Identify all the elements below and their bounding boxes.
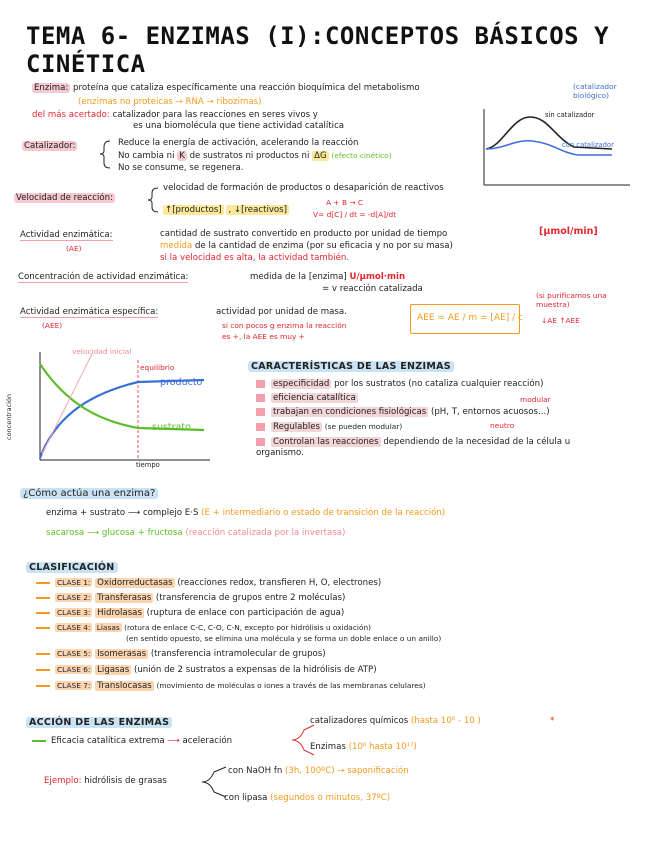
bullet-icon <box>256 438 265 446</box>
caract-item <box>256 379 543 390</box>
actividad-l2 <box>160 241 453 252</box>
caract-item <box>256 437 616 459</box>
clase-num: CLASE 2: <box>57 593 91 602</box>
catalizador-l2b: K <box>179 151 185 161</box>
especifica-l2: si con pocos g enzima la reacción <box>222 321 347 330</box>
como-l2 <box>46 528 345 539</box>
velocidad-l2 <box>163 205 289 216</box>
especifica-side1: (si purificamos una muestra) <box>536 291 607 309</box>
actividad-l2a: medida <box>160 241 193 251</box>
clase-desc: (transferencia de grupos entre 2 moléculas) <box>155 593 346 603</box>
accion-b2a: Enzimas <box>310 742 346 752</box>
caract-side-mod: modular <box>520 395 551 404</box>
enzima-line <box>32 83 420 94</box>
especifica-side2: ↓AE ↑AEE <box>541 316 580 325</box>
concentracion-l1-wrap <box>250 272 405 283</box>
clase-desc: (transferencia intramolecular de grupos) <box>150 649 326 659</box>
accion-e2a: con lipasa <box>224 793 268 803</box>
clase-num: CLASE 1: <box>57 578 91 587</box>
enzima-note: (enzimas no proteicas → RNA → ribozimas) <box>78 97 262 107</box>
clasificacion-title-wrap <box>26 562 118 573</box>
concentracion-label-wrap <box>18 272 188 283</box>
kin-producto: producto <box>160 377 203 388</box>
caract-item-rest: dependiendo de la necesidad de la célula u organismo. <box>256 437 571 458</box>
catalizador-l3: No se consume, se regenera. <box>118 163 244 173</box>
como-title: ¿Cómo actúa una enzima? <box>20 488 158 499</box>
dash-icon <box>36 653 50 655</box>
caract-item <box>256 393 358 404</box>
clase-desc: (ruptura de enlace con participación de agua) <box>146 608 345 618</box>
dash-icon <box>36 669 50 671</box>
velocidad-l2a: ↑[productos] <box>165 205 222 215</box>
caract-item-hl: eficiencia catalítica <box>273 393 356 403</box>
kin-equilibrio: equilibrio <box>140 363 175 372</box>
aee-formula-box <box>410 304 523 334</box>
accion-b1b: (hasta 10⁶ - 10 ) <box>410 716 481 726</box>
clase-num: CLASE 5: <box>57 649 91 658</box>
como-l2b: glucosa + fructosa <box>101 528 183 538</box>
clase-row <box>36 622 371 633</box>
brace-icon <box>98 139 118 169</box>
actividad-label-wrap <box>20 230 113 241</box>
accion-b1 <box>310 716 481 727</box>
clase-row <box>36 577 381 589</box>
caract-item-rest: por los sustratos (no cataliza cualquier reacción) <box>334 379 544 389</box>
accion-ejemplo <box>44 776 167 787</box>
accion-l1a: Eficacia catalítica extrema <box>51 736 165 746</box>
clase-row-cont: (en sentido opuesto, se elimina una molécula y se forma un doble enlace o un anillo) <box>126 634 442 643</box>
como-l2a: sacarosa <box>46 528 85 538</box>
kin-vel-inicial: velocidad inicial <box>72 347 132 356</box>
clase-name: Translocasas <box>97 681 152 691</box>
energy-label-con: con catalizador <box>562 141 614 149</box>
actividad-l2b: de la cantidad de enzima (por su eficacia y no por su masa) <box>194 241 453 251</box>
kin-concentracion: concentración <box>5 393 13 440</box>
kin-sustrato: sustrato <box>152 422 191 433</box>
concentracion-unit: U/μmol·min <box>349 272 406 282</box>
actividad-sub: (AE) <box>66 244 82 253</box>
caracteristicas-title-wrap <box>248 361 454 372</box>
velocidad-f2: V= d[C] / dt = -d[A]/dt <box>313 210 397 219</box>
clase-num: CLASE 3: <box>57 608 91 617</box>
arrow-right-icon: ⟶ <box>167 736 183 746</box>
como-l1 <box>46 508 445 519</box>
especifica-label-wrap <box>20 307 158 318</box>
catalizador-l1: Reduce la energía de activación, acelerando la reacción <box>118 138 359 148</box>
accion-b1a: catalizadores químicos <box>310 716 409 726</box>
velocidad-f1: A + B → C <box>326 198 364 207</box>
accion-e2b: (segundos o minutos, 37ºC) <box>270 793 391 803</box>
catalizador-l2a: No cambia ni <box>118 151 175 161</box>
actividad-label: Actividad enzimática: <box>20 230 113 240</box>
como-l1a: enzima + sustrato <box>46 508 126 518</box>
clase-row <box>36 648 326 660</box>
dash-icon <box>32 740 46 742</box>
clase-name: Ligasas <box>97 665 130 675</box>
bullet-icon <box>256 394 265 402</box>
clase-name: Transferasas <box>97 593 152 603</box>
accion-title: ACCIÓN DE LAS ENZIMAS <box>26 717 172 728</box>
caract-side-neutro: neutro <box>490 421 515 430</box>
dash-icon <box>36 597 50 599</box>
concentracion-l2: = v reacción catalizada <box>322 284 423 294</box>
accion-e1 <box>228 766 409 777</box>
accion-b2b: (10⁶ hasta 10¹⁷) <box>348 742 417 752</box>
dash-icon <box>36 582 50 584</box>
accion-e2 <box>224 793 390 804</box>
clase-row <box>36 680 426 692</box>
star-icon: * <box>550 716 555 726</box>
bullet-icon <box>256 380 265 388</box>
actividad-l1: cantidad de sustrato convertido en producto por unidad de tiempo <box>160 229 448 239</box>
concentracion-l1: medida de la [enzima] <box>250 272 347 282</box>
caract-item <box>256 421 402 433</box>
enzima-also3: es una biomolécula que tiene actividad catalítica <box>133 121 345 131</box>
caracteristicas-title: CARACTERÍSTICAS DE LAS ENZIMAS <box>248 361 454 372</box>
concentracion-label: Concentración de actividad enzimática: <box>18 272 189 282</box>
actividad-l3: si la velocidad es alta, la actividad también. <box>160 253 350 263</box>
accion-l1 <box>32 736 232 747</box>
page-title: TEMA 6- ENZIMAS (I):CONCEPTOS BÁSICOS Y CINÉTICA <box>26 22 610 78</box>
clase-desc: (unión de 2 sustratos a expensas de la hidrólisis de ATP) <box>134 665 377 675</box>
bullet-icon <box>256 408 265 416</box>
clase-num: CLASE 7: <box>57 681 91 690</box>
clase-row <box>36 592 345 604</box>
clase-desc: (rotura de enlace C-C, C-O, C-N, excepto por hidrólisis u oxidación) <box>124 623 372 632</box>
clase-name: Liasas <box>96 623 120 632</box>
producto-curve <box>40 380 204 458</box>
como-title-wrap <box>20 488 158 499</box>
clase-row <box>36 607 344 619</box>
caract-item-hl: especificidad <box>273 379 330 389</box>
velocidad-label-wrap <box>14 193 115 204</box>
clase-name: Oxidorreductasas <box>97 578 173 588</box>
caract-item-hl: trabajan en condiciones fisiológicas <box>273 407 427 417</box>
como-l1c: (E + intermediario o estado de transición de la reacción) <box>201 508 446 518</box>
clase-num: CLASE 6: <box>57 665 91 674</box>
accion-title-wrap <box>26 717 172 728</box>
clasificacion-title: CLASIFICACIÓN <box>26 562 118 573</box>
catalizador-l2e: (efecto cinético) <box>331 151 392 160</box>
caract-item-rest: (pH, T, entornos acuosos...) <box>431 407 550 417</box>
clase-row <box>36 664 377 676</box>
especifica-l1: actividad por unidad de masa. <box>216 307 347 317</box>
accion-e1b: (3h, 100ºC) → saponificación <box>285 766 409 776</box>
dash-icon <box>36 627 50 629</box>
clase-num: CLASE 4: <box>57 623 91 632</box>
especifica-sub: (AEE) <box>42 321 63 330</box>
enzima-side: (catalizador biológico) <box>573 82 617 100</box>
enzima-also2: catalizador para las reacciones en seres vivos y <box>112 110 318 120</box>
como-l1b: complejo E·S <box>142 508 199 518</box>
catalizador-l2c: de sustratos ni productos ni <box>189 151 310 161</box>
dash-icon <box>36 685 50 687</box>
catalizador-l2d: ΔG <box>314 151 327 161</box>
enzima-also-line <box>32 110 318 121</box>
caract-item <box>256 407 550 418</box>
especifica-label: Actividad enzimática específica: <box>20 307 159 317</box>
arrow-right-icon: ⟶ <box>86 528 102 538</box>
clase-desc: (movimiento de moléculas o iones a través de las membranas celulares) <box>156 681 426 690</box>
clase-name: Isomerasas <box>97 649 147 659</box>
enzima-also: del más acertado: <box>32 110 110 120</box>
catalizador-l2 <box>118 150 392 162</box>
caract-item-rest: (se pueden modular) <box>324 422 403 431</box>
caract-item-hl: Controlan las reacciones <box>273 437 379 447</box>
como-l2c: (reacción catalizada por la invertasa) <box>185 528 346 538</box>
catalizador-label-wrap <box>22 141 77 152</box>
accion-ej: Ejemplo: <box>44 776 82 786</box>
kin-tiempo: tiempo <box>136 461 160 469</box>
bullet-icon <box>256 423 265 431</box>
aee-formula: AEE = AE / m = [AE] / c <box>417 313 523 323</box>
caract-item-hl: Regulables <box>273 422 321 432</box>
accion-e1a: con NaOH fn <box>228 766 283 776</box>
velocidad-l1: velocidad de formación de productos o desaparición de reactivos <box>163 183 444 193</box>
accion-ej2: hidrólisis de grasas <box>84 776 167 786</box>
especifica-l3: es +, la AEE es muy + <box>222 332 305 341</box>
catalizador-label: Catalizador: <box>24 141 76 151</box>
actividad-unit: [μmol/min] <box>539 226 598 237</box>
accion-b2 <box>310 742 417 753</box>
kinetics-chart <box>34 350 214 465</box>
velocidad-label: Velocidad de reacción: <box>16 193 113 203</box>
clase-desc: (reacciones redox, transfieren H, O, electrones) <box>177 578 382 588</box>
accion-l1b: aceleración <box>182 736 233 746</box>
enzima-def: proteína que cataliza específicamente una reacción bioquímica del metabolismo <box>73 83 420 93</box>
dash-icon <box>36 612 50 614</box>
energy-label-sin: sin catalizador <box>545 111 595 119</box>
clase-name: Hidrolasas <box>97 608 142 618</box>
velocidad-l2b: , ↓[reactivos] <box>228 205 288 215</box>
arrow-right-icon: ⟶ <box>127 508 143 518</box>
enzima-label: Enzima: <box>34 83 69 93</box>
